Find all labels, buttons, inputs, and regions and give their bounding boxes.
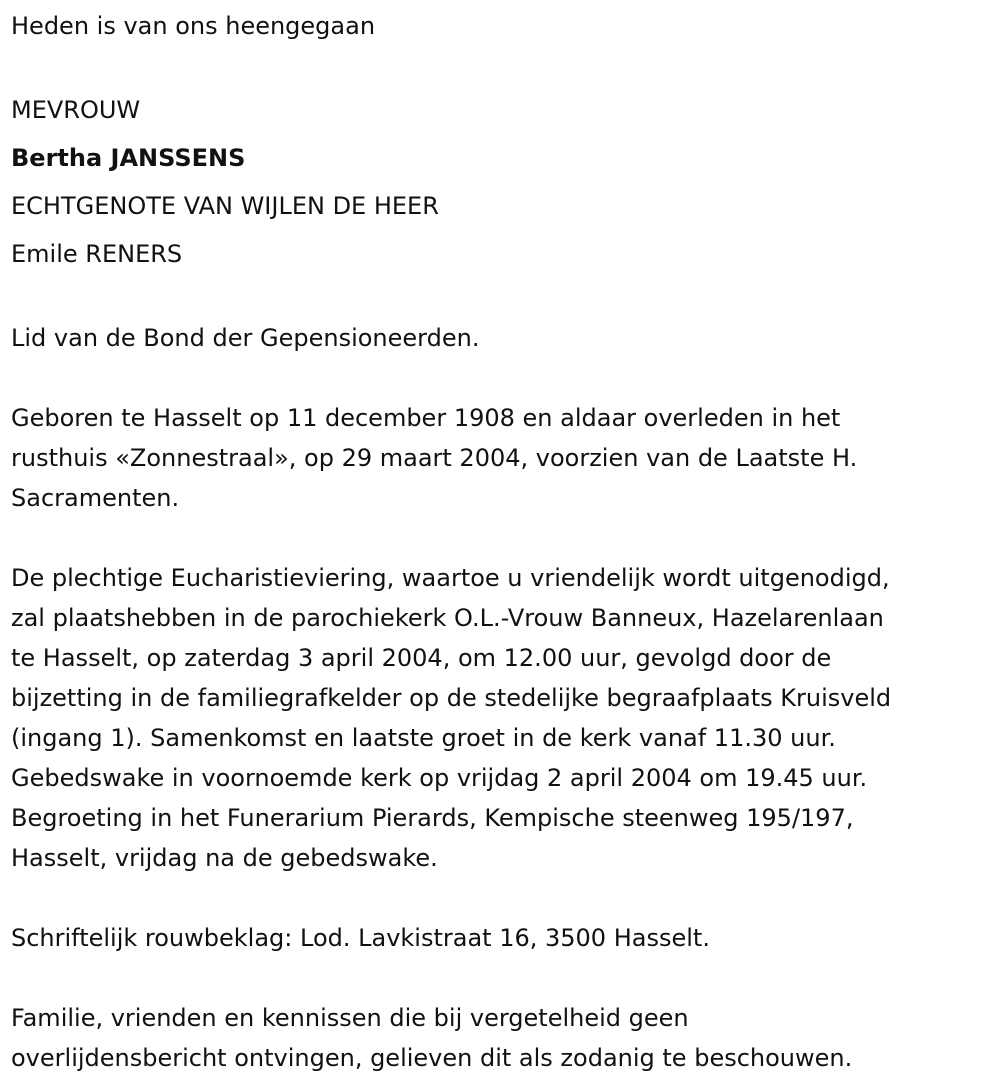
- relation: ECHTGENOTE VAN WIJLEN DE HEER: [11, 192, 439, 220]
- birth-death-line: Sacramenten.: [11, 484, 180, 512]
- deceased-block: [11, 86, 991, 278]
- birth-death-line: Geboren te Hasselt op 11 december 1908 en aldaar overleden in het: [11, 404, 841, 432]
- birth-death-paragraph: [11, 398, 991, 518]
- ceremony-line: De plechtige Eucharistieviering, waartoe u vriendelijk wordt uitgenodigd,: [11, 564, 890, 592]
- ceremony-line: te Hasselt, op zaterdag 3 april 2004, om 12.00 uur, gevolgd door de: [11, 644, 832, 672]
- ceremony-line: Begroeting in het Funerarium Pierards, Kempische steenweg 195/197,: [11, 804, 854, 832]
- ceremony-line: bijzetting in de familiegrafkelder op de stedelijke begraafplaats Kruisveld: [11, 684, 892, 712]
- closing-line: overlijdensbericht ontvingen, gelieven dit als zodanig te beschouwen.: [11, 1044, 853, 1072]
- birth-death-line: rusthuis «Zonnestraal», op 29 maart 2004, voorzien van de Laatste H.: [11, 444, 858, 472]
- membership-paragraph: [11, 318, 991, 358]
- ceremony-line: (ingang 1). Samenkomst en laatste groet in de kerk vanaf 11.30 uur.: [11, 724, 836, 752]
- condolences-line: Schriftelijk rouwbeklag: Lod. Lavkistraat 16, 3500 Hasselt.: [11, 924, 710, 952]
- closing-line: Familie, vrienden en kennissen die bij vergetelheid geen: [11, 1004, 689, 1032]
- condolences-paragraph: [11, 918, 991, 958]
- ceremony-line: zal plaatshebben in de parochiekerk O.L.-Vrouw Banneux, Hazelarenlaan: [11, 604, 884, 632]
- ceremony-line: Hasselt, vrijdag na de gebedswake.: [11, 844, 438, 872]
- intro-line: Heden is van ons heengegaan: [11, 12, 376, 40]
- spouse-name: Emile RENERS: [11, 240, 183, 268]
- salutation: MEVROUW: [11, 96, 141, 124]
- membership-line: Lid van de Bond der Gepensioneerden.: [11, 324, 480, 352]
- ceremony-line: Gebedswake in voornoemde kerk op vrijdag 2 april 2004 om 19.45 uur.: [11, 764, 868, 792]
- closing-paragraph: [11, 998, 991, 1078]
- ceremony-paragraph: [11, 558, 991, 878]
- deceased-name: Bertha JANSSENS: [11, 144, 246, 172]
- death-notice: [11, 6, 991, 1078]
